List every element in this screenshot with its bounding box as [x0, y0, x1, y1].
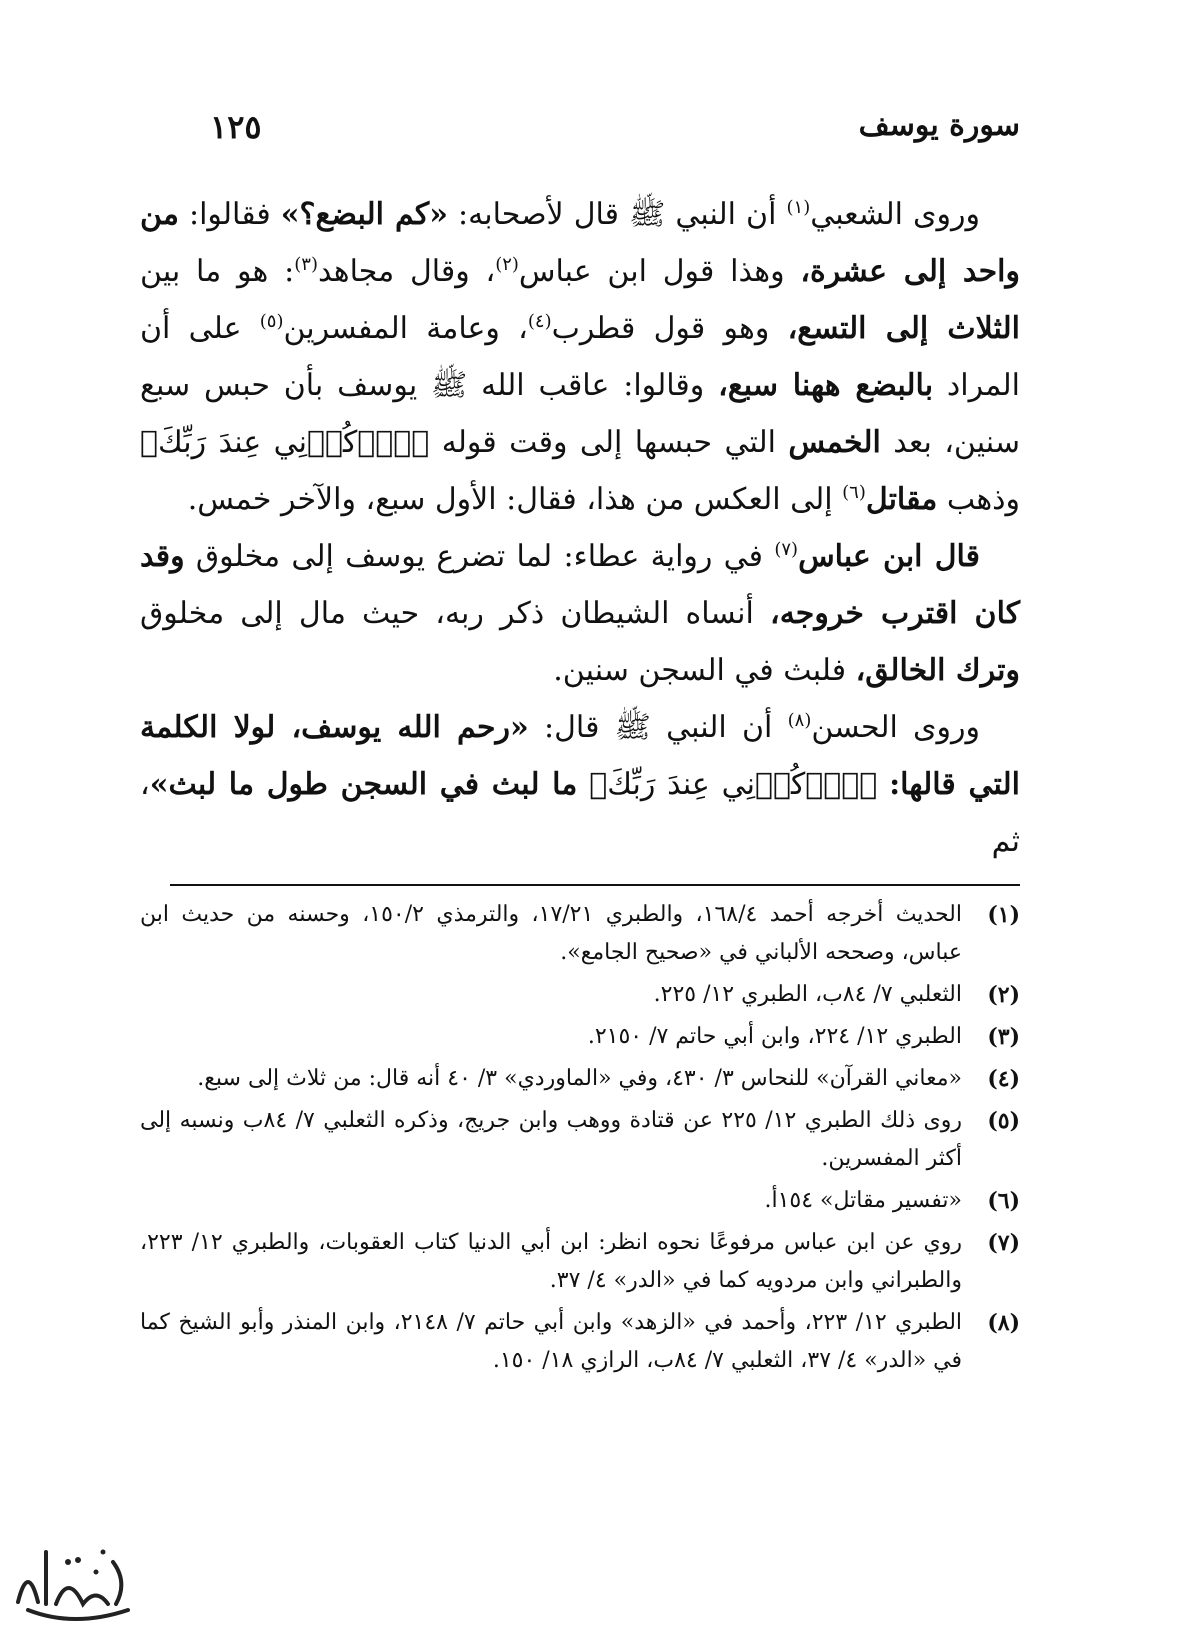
- footnote-number: (٤): [987, 1066, 1020, 1092]
- footnote-text: الطبري ١٢/ ٢٢٤، وابن أبي حاتم ٧/ ٢١٥٠.: [587, 1024, 962, 1049]
- text-span: وهو قول قطرب: [551, 311, 788, 346]
- footnote-text: «تفسير مقاتل» ١٥٤أ.: [764, 1188, 962, 1213]
- footnote: [140, 1224, 1020, 1300]
- text-span: وهذا قول ابن عباس: [518, 254, 801, 289]
- footnote: [140, 1102, 1020, 1178]
- text-span: إلى العكس من هذا، فقال: الأول سبع، والآخر خمس.: [187, 482, 843, 517]
- footnote-separator: [170, 884, 1020, 886]
- hadith-quote: ما لبث في السجن طول ما لبث»: [149, 767, 578, 802]
- footnote-text: روي عن ابن عباس مرفوعًا نحوه انظر: ابن أبي الدنيا كتاب العقوبات، والطبري ١٢/ ٢٢٣، والطبراني وابن مردويه كما في «الدر» ٤/ ٣٧.: [140, 1230, 963, 1293]
- bold-phrase: من واحد إلى عشرة،: [140, 197, 1020, 289]
- footnote-text: الطبري ١٢/ ٢٢٣، وأحمد في «الزهد» وابن أبي حاتم ٧/ ٢١٤٨، وابن المنذر وأبو الشيخ كما في «الدر» ٤/ ٣٧، الثعلبي ٧/ ٨٤ب، الرازي ١٨/ ١٥٠.: [140, 1310, 963, 1373]
- text-span: أنساه الشيطان ذكر ربه، حيث مال إلى مخلوق: [140, 596, 771, 631]
- text-span: وروى الحسن: [811, 710, 980, 745]
- bold-phrase: الخمس: [788, 425, 881, 460]
- footnote-ref-3: (٣): [294, 254, 318, 275]
- bold-phrase: الثلاث إلى التسع،: [787, 311, 1021, 346]
- text-span: أن النبي ﷺ قال:: [528, 710, 788, 745]
- text-span: : هو ما بين: [140, 254, 295, 289]
- paragraph-2: [140, 528, 1020, 699]
- text-span: ، وعامة المفسرين: [283, 311, 528, 346]
- footnote-ref-1: (١): [786, 197, 811, 218]
- bold-phrase: قال ابن عباس: [798, 539, 980, 574]
- footnote-number: (١): [987, 902, 1020, 928]
- footnote-number: (٣): [987, 1024, 1020, 1050]
- calligraphy-seal-logo: [8, 1532, 140, 1632]
- text-span: في رواية عطاء: لما تضرع يوسف إلى مخلوق: [184, 539, 775, 574]
- hadith-quote: «كم البضع؟»: [280, 197, 448, 232]
- footnote: [140, 1018, 1020, 1056]
- running-header: [140, 108, 1020, 158]
- bold-phrase: وقد كان اقترب خروجه،: [140, 539, 1020, 631]
- footnote-text: الحديث أخرجه أحمد ١٦٨/٤، والطبري ١٧/٢١، والترمذي ١٥٠/٢، وحسنه من حديث ابن عباس، وصححه الألباني في «صحيح الجامع».: [140, 902, 962, 965]
- surah-title: سورة يوسف: [858, 108, 1020, 143]
- footnote-ref-4: (٤): [527, 311, 552, 332]
- text-span: أن النبي ﷺ قال لأصحابه:: [447, 197, 787, 232]
- paragraph-1: [140, 186, 1020, 528]
- text-span: ، ثم: [140, 767, 1020, 859]
- page-number: ١٢٥: [210, 108, 262, 146]
- footnote-number: (٥): [987, 1108, 1020, 1134]
- footnote-number: (٦): [987, 1188, 1020, 1214]
- footnote: [140, 1182, 1020, 1220]
- footnote-ref-6: (٦): [842, 482, 866, 503]
- text-span: وقالوا: عاقب الله ﷺ يوسف بأن حبس سبع سنين، بعد: [140, 368, 1021, 460]
- footnotes: [140, 896, 1020, 1384]
- bold-phrase: مقاتل: [865, 482, 938, 517]
- text-span: ، وقال مجاهد: [318, 254, 496, 289]
- footnote: [140, 1060, 1020, 1098]
- footnote: [140, 896, 1020, 972]
- text-span: وروى الشعبي: [810, 197, 980, 232]
- footnote-ref-5: (٥): [259, 311, 284, 332]
- footnote-text: روى ذلك الطبري ١٢/ ٢٢٥ عن قتادة ووهب وابن جريج، وذكره الثعلبي ٧/ ٨٤ب ونسبه إلى أكثر المفسرين.: [140, 1108, 963, 1171]
- footnote-text: الثعلبي ٧/ ٨٤ب، الطبري ١٢/ ٢٢٥.: [653, 982, 962, 1007]
- footnote-number: (٨): [987, 1310, 1020, 1336]
- bold-phrase: بالبضع ههنا سبع،: [718, 368, 934, 403]
- footnote-ref-2: (٢): [495, 254, 519, 275]
- text-span: فلبث في السجن سنين.: [553, 653, 856, 688]
- footnote: [140, 1304, 1020, 1380]
- footnote-number: (٢): [987, 982, 1020, 1008]
- quran-quote: التي حبسها إلى وقت قوله ﴿ٱذۡكُرۡنِي عِندَ رَبِّكَ﴾ وذهب: [140, 425, 1020, 517]
- paragraph-3: [140, 699, 1020, 870]
- text-span: فقالوا:: [178, 197, 281, 232]
- footnote: [140, 976, 1020, 1014]
- main-text: [140, 186, 1020, 870]
- bold-phrase: وترك الخالق،: [855, 653, 1020, 688]
- footnote-text: «معاني القرآن» للنحاس ٣/ ٤٣٠، وفي «الماوردي» ٣/ ٤٠ أنه قال: من ثلاث إلى سبع.: [197, 1066, 962, 1091]
- footnote-number: (٧): [987, 1230, 1020, 1256]
- hadith-quote: «رحم الله يوسف، لولا الكلمة التي قالها:: [140, 710, 1020, 802]
- footnote-ref-8: (٨): [787, 710, 812, 731]
- text-span: على أن المراد: [140, 311, 1020, 403]
- footnote-ref-7: (٧): [774, 539, 799, 560]
- quran-quote: ﴿ٱذۡكُرۡنِي عِندَ رَبِّكَ﴾: [577, 767, 890, 802]
